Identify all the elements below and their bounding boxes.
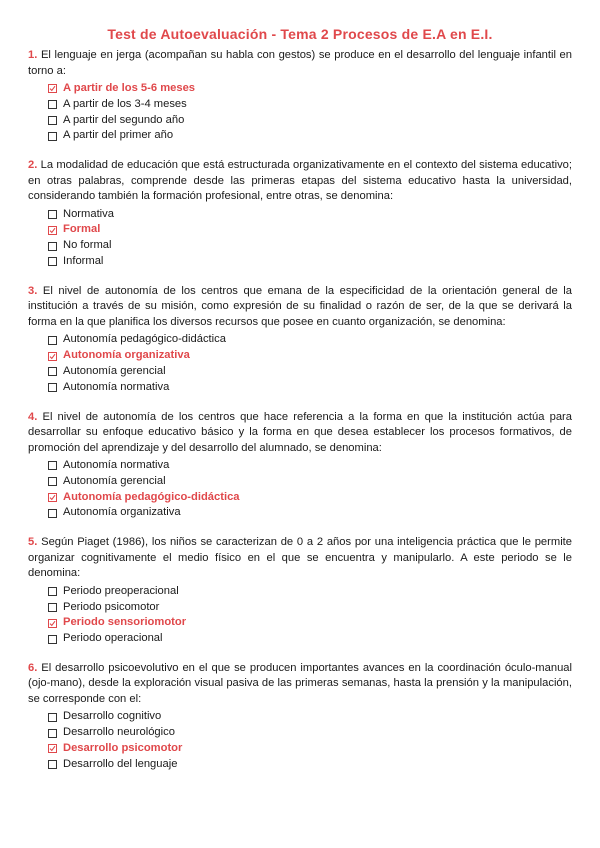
option-label: A partir de los 3-4 meses xyxy=(63,97,187,110)
question-5 xyxy=(28,535,572,647)
option[interactable] xyxy=(48,238,572,254)
option-label: Autonomía organizativa xyxy=(63,506,181,519)
question-3 xyxy=(28,284,572,396)
checked-checkbox-icon[interactable] xyxy=(48,744,57,753)
option-list xyxy=(28,458,572,521)
question-text xyxy=(28,158,572,205)
checkmark-icon xyxy=(49,227,56,234)
option-label: Informal xyxy=(63,255,104,268)
checkbox-icon[interactable] xyxy=(48,477,57,486)
option-label: Autonomía organizativa xyxy=(63,349,190,362)
option[interactable] xyxy=(48,584,572,600)
question-number: 4. xyxy=(28,410,38,423)
checked-checkbox-icon[interactable] xyxy=(48,226,57,235)
checkbox-icon[interactable] xyxy=(48,461,57,470)
option-label: Autonomía pedagógico-didáctica xyxy=(63,333,226,346)
question-2 xyxy=(28,158,572,270)
question-number: 2. xyxy=(28,159,38,172)
option[interactable] xyxy=(48,364,572,380)
option-correct[interactable] xyxy=(48,615,572,631)
checked-checkbox-icon[interactable] xyxy=(48,493,57,502)
checkbox-icon[interactable] xyxy=(48,603,57,612)
option-label: Periodo sensoriomotor xyxy=(63,616,187,629)
question-text xyxy=(28,661,572,708)
checkmark-icon xyxy=(49,353,56,360)
checkmark-icon xyxy=(49,745,56,752)
checkbox-icon[interactable] xyxy=(48,509,57,518)
option[interactable] xyxy=(48,332,572,348)
option[interactable] xyxy=(48,505,572,521)
option[interactable] xyxy=(48,207,572,223)
question-number: 5. xyxy=(28,536,38,549)
option-correct[interactable] xyxy=(48,348,572,364)
checkbox-icon[interactable] xyxy=(48,587,57,596)
option-correct[interactable] xyxy=(48,741,572,757)
option-label: Autonomía pedagógico-didáctica xyxy=(63,490,240,503)
option-list xyxy=(28,709,572,772)
checkbox-icon[interactable] xyxy=(48,242,57,251)
option[interactable] xyxy=(48,709,572,725)
option[interactable] xyxy=(48,725,572,741)
checked-checkbox-icon[interactable] xyxy=(48,619,57,628)
option[interactable] xyxy=(48,113,572,129)
option-label: Periodo operacional xyxy=(63,632,163,645)
option[interactable] xyxy=(48,128,572,144)
question-1 xyxy=(28,48,572,144)
option-correct[interactable] xyxy=(48,490,572,506)
question-text xyxy=(28,48,572,79)
question-text xyxy=(28,410,572,457)
option-label: Autonomía normativa xyxy=(63,459,170,472)
question-6 xyxy=(28,661,572,773)
checkbox-icon[interactable] xyxy=(48,336,57,345)
page-title: Test de Autoevaluación - Tema 2 Procesos de E.A en E.I. xyxy=(107,26,493,42)
checkmark-icon xyxy=(49,494,56,501)
checked-checkbox-icon[interactable] xyxy=(48,84,57,93)
option-label: Periodo psicomotor xyxy=(63,600,160,613)
option[interactable] xyxy=(48,474,572,490)
checkbox-icon[interactable] xyxy=(48,257,57,266)
option-label: A partir de los 5-6 meses xyxy=(63,82,196,94)
question-body: La modalidad de educación que está estructurada organizativamente en el contexto del sistema educativo; en otras palabras, comprende desde las primeras etapas del sistema educativo hasta la universidad, considerando también la formación profesional, entre otras, se denomina: xyxy=(28,159,572,203)
question-body: El nivel de autonomía de los centros que hace referencia a la forma en que la institución actúa para desarrollar su enfoque educativo básico y la forma en que desea establecer los procesos formativos, de promoción del aprendizaje y del desarrollo del alumnado, se denomina: xyxy=(28,410,572,454)
question-4 xyxy=(28,410,572,522)
option-label: Autonomía gerencial xyxy=(63,364,166,377)
checkbox-icon[interactable] xyxy=(48,367,57,376)
question-body: El lenguaje en jerga (acompañan su habla con gestos) se produce en el desarrollo del lenguaje infantil en torno a: xyxy=(28,49,573,77)
question-body: El nivel de autonomía de los centros que emana de la especificidad de la orientación general de la institución a través de su misión, como expresión de su finalidad o razón de ser, de la que se derivará la forma en la que planifica los diversos recursos que posee en cuanto organización, se denomina: xyxy=(28,284,572,328)
option-label: Desarrollo neurológico xyxy=(63,726,175,739)
checkbox-icon[interactable] xyxy=(48,760,57,769)
question-body: El desarrollo psicoevolutivo en el que se producen importantes avances en la coordinación óculo-manual (ojo-mano), desde la exploración visual pasiva de las primeras semanas, hasta la prensión y la manipulación, se corresponde con el: xyxy=(28,661,572,705)
option[interactable] xyxy=(48,97,572,113)
option-label: Desarrollo cognitivo xyxy=(63,710,162,723)
option-correct[interactable] xyxy=(48,81,572,97)
option-label: No formal xyxy=(63,239,112,252)
option-label: Desarrollo psicomotor xyxy=(63,742,183,755)
question-text xyxy=(28,284,572,331)
option-label: Periodo preoperacional xyxy=(63,584,179,597)
checkbox-icon[interactable] xyxy=(48,116,57,125)
option-list xyxy=(28,207,572,270)
checked-checkbox-icon[interactable] xyxy=(48,352,57,361)
checkmark-icon xyxy=(49,620,56,627)
option[interactable] xyxy=(48,380,572,396)
option-correct[interactable] xyxy=(48,222,572,238)
checkbox-icon[interactable] xyxy=(48,635,57,644)
option[interactable] xyxy=(48,631,572,647)
checkbox-icon[interactable] xyxy=(48,729,57,738)
option-list xyxy=(28,332,572,395)
option-label: A partir del segundo año xyxy=(63,113,185,126)
question-number: 3. xyxy=(28,284,38,297)
option-list xyxy=(28,584,572,647)
option-label: Autonomía gerencial xyxy=(63,474,166,487)
option-label: Autonomía normativa xyxy=(63,380,170,393)
checkbox-icon[interactable] xyxy=(48,132,57,141)
option-list xyxy=(28,81,572,144)
question-text xyxy=(28,535,572,582)
option[interactable] xyxy=(48,458,572,474)
option-label: Normativa xyxy=(63,207,114,220)
question-number: 6. xyxy=(28,661,38,674)
checkbox-icon[interactable] xyxy=(48,100,57,109)
checkbox-icon[interactable] xyxy=(48,713,57,722)
option-label: A partir del primer año xyxy=(63,129,174,142)
checkbox-icon[interactable] xyxy=(48,383,57,392)
question-list xyxy=(28,48,572,773)
option[interactable] xyxy=(48,600,572,616)
option[interactable] xyxy=(48,757,572,773)
question-number: 1. xyxy=(28,49,38,61)
option[interactable] xyxy=(48,254,572,270)
option-label: Desarrollo del lenguaje xyxy=(63,757,178,770)
checkbox-icon[interactable] xyxy=(48,210,57,219)
option-label: Formal xyxy=(63,223,101,236)
question-body: Según Piaget (1986), los niños se caracterizan de 0 a 2 años por una inteligencia práctica que le permite organizar cognitivamente el medio físico en el que se encuentra y manipularlo. A este periodo se le denomina: xyxy=(28,536,573,580)
checkmark-icon xyxy=(49,85,56,92)
